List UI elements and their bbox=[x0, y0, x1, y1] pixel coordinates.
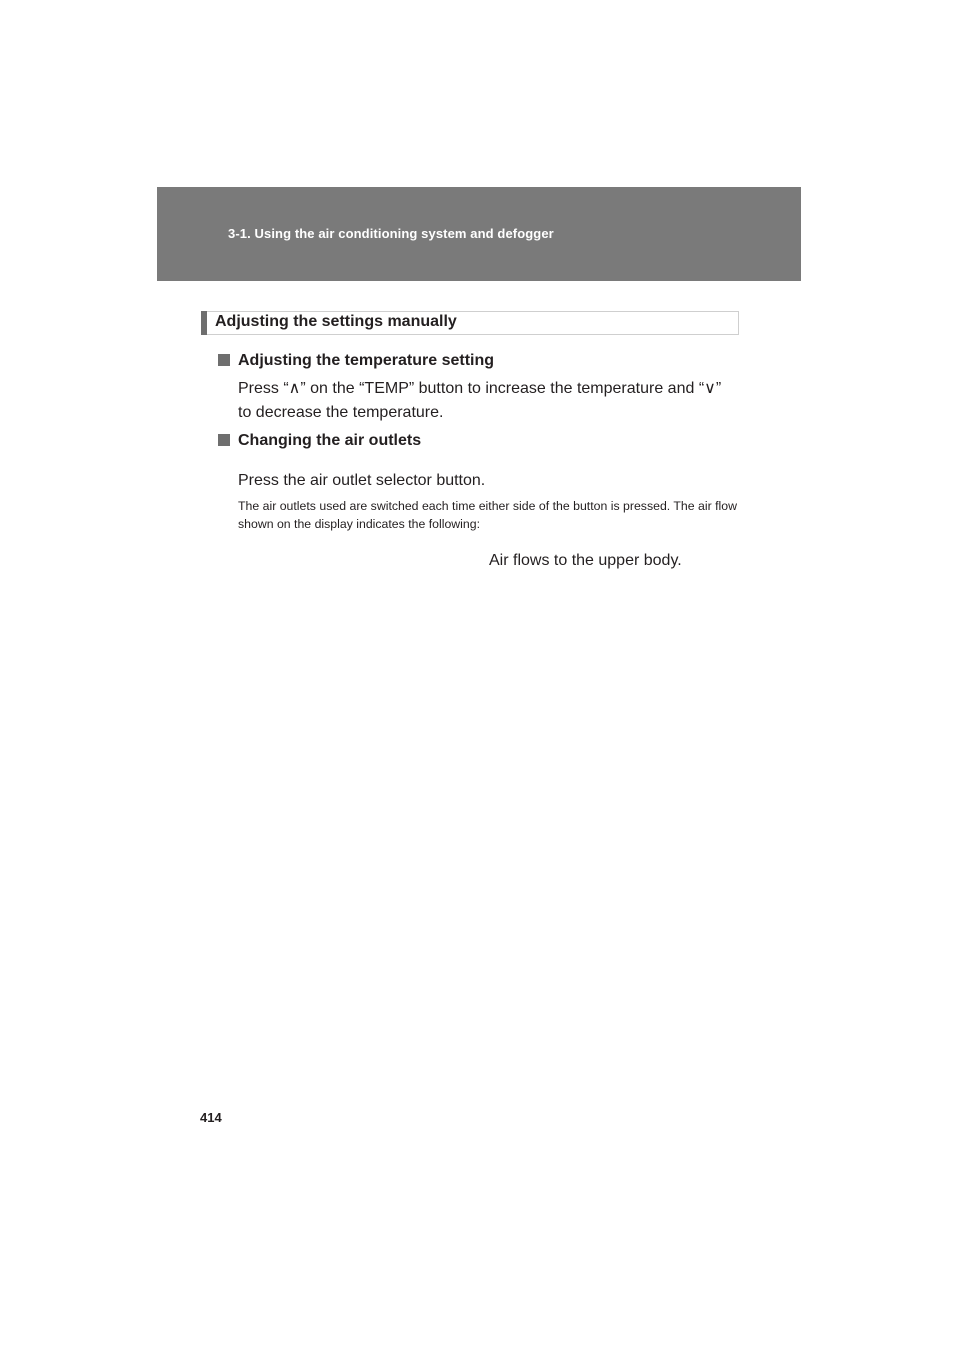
square-bullet-icon bbox=[218, 354, 230, 366]
outlets-note: The air outlets used are switched each time either side of the button is pressed. The air flow shown on the display indicates the following: bbox=[238, 499, 737, 531]
outlets-instruction: Press the air outlet selector button. bbox=[238, 472, 486, 489]
chapter-breadcrumb: 3-1. Using the air conditioning system and defogger bbox=[228, 226, 554, 241]
section-title-marker bbox=[201, 311, 207, 335]
airflow-mode-upper-body: Air flows to the upper body. bbox=[489, 552, 682, 569]
temperature-heading bbox=[218, 352, 494, 370]
section-title: Adjusting the settings manually bbox=[215, 313, 457, 330]
temperature-line-1: Press “∧” on the “TEMP” button to increase the temperature and “∨” bbox=[238, 380, 722, 397]
temperature-heading-text: Adjusting the temperature setting bbox=[238, 352, 495, 369]
outlets-heading bbox=[218, 432, 421, 450]
square-bullet-icon bbox=[218, 434, 230, 446]
outlets-heading-text: Changing the air outlets bbox=[238, 432, 422, 449]
page-number: 414 bbox=[200, 1110, 222, 1125]
temperature-line-2: to decrease the temperature. bbox=[238, 404, 444, 421]
